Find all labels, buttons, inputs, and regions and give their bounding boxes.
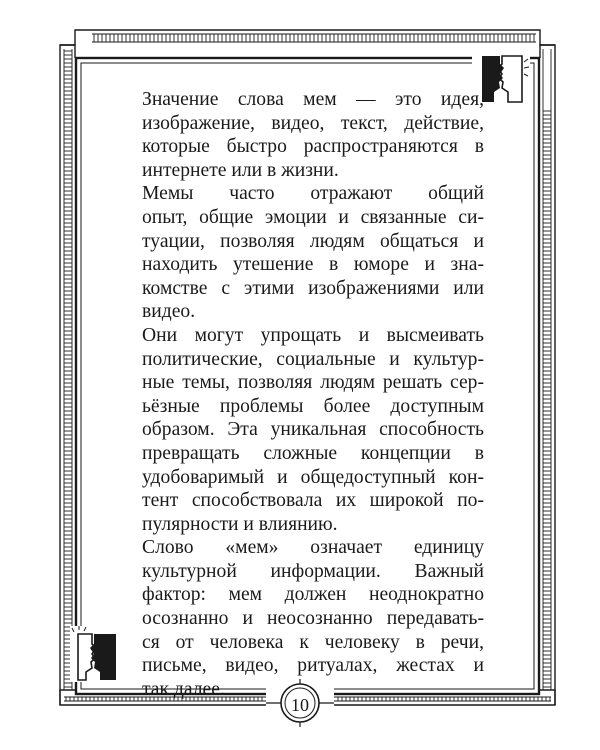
text-line: ся от человека к человеку в речи, (142, 631, 484, 653)
text-line: туации, позволяя людям общаться и (142, 230, 484, 252)
text-line: осознанно и неосознанно передавать- (142, 608, 484, 630)
text-line: ные темы, позволяя людям решать сер- (142, 372, 484, 394)
text-line: интернете или в жизни. (142, 159, 339, 181)
text-line: Мемы часто отражают общий (142, 183, 484, 205)
text-line: культурной информации. Важный (142, 560, 484, 582)
text-line: письме, видео, ритуалах, жестах и (142, 655, 484, 677)
paragraph (112, 182, 484, 324)
text-line: пулярности и влиянию. (142, 513, 338, 535)
text-line: политические, социальные и культур- (142, 348, 484, 370)
text-line: образом. Эта уникальная способность (142, 419, 484, 441)
page-body (112, 88, 484, 701)
text-line: Значение слова мем — это идея, (142, 89, 484, 110)
text-line: изображение, видео, текст, действие, (142, 112, 484, 134)
text-line: комстве с этими изображениями или (142, 277, 484, 299)
text-line: ьёзные проблемы более доступным (142, 395, 484, 417)
text-line: превращать сложные концепции в (142, 442, 484, 464)
paragraph (112, 536, 484, 701)
text-line: так далее. (142, 678, 225, 700)
page-number: 10 (291, 695, 309, 715)
text-line: Слово «мем» означает единицу (142, 537, 484, 559)
text-line: находить утешение в юморе и зна- (142, 254, 484, 276)
text-line: удобоваримый и общедоступный кон- (142, 466, 484, 488)
paragraph (112, 324, 484, 536)
text-line: фактор: мем должен неоднократно (142, 584, 484, 606)
paragraph (112, 88, 484, 182)
text-line: Они могут упрощать и высмеивать (142, 324, 484, 346)
text-line: тент способствовала их широкой по- (142, 490, 484, 512)
text-line: видео. (142, 301, 196, 323)
text-line: опыт, общие эмоции и связанные си- (142, 206, 484, 228)
text-line: которые быстро распространяются в (142, 136, 484, 158)
